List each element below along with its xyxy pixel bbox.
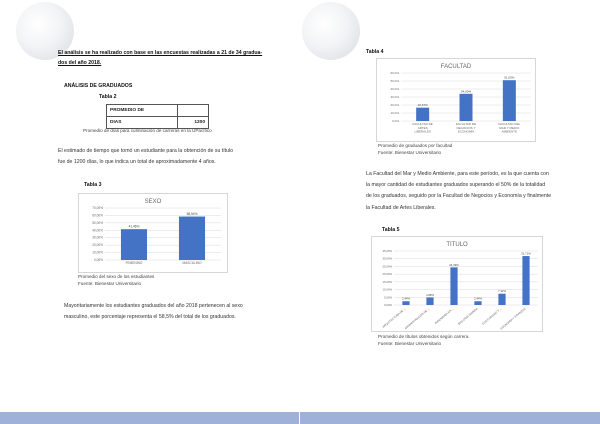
data-label: 2,44% xyxy=(402,296,410,301)
data-label: 24,39% xyxy=(449,262,459,267)
y-tick-label: 0,00% xyxy=(93,258,103,262)
y-tick-label: 10,0% xyxy=(390,111,399,115)
y-tick-label: 20,00% xyxy=(382,272,392,277)
table-caption: Promedio de días para culminación de carreras en la UPacífico xyxy=(83,128,212,133)
data-label: 31,71% xyxy=(521,251,531,256)
right-paragraph-line-1: La Facultad del Mar y Medio Ambiente, para este período, es la que cuenta con xyxy=(366,171,549,177)
x-tick-label: ARQUITECTURA DE ... xyxy=(381,306,407,329)
right-paragraph-line-3: de los graduados, seguido por la Facultad de Negocios y Economía y finalmente xyxy=(366,193,552,199)
y-tick-label: 0,00% xyxy=(384,303,392,307)
bar xyxy=(121,229,147,260)
right-paragraph-line-4: la Facultad de Artes Liberales. xyxy=(366,205,436,211)
facultad-chart-svg xyxy=(377,59,535,141)
titulo-caption-1: Promedio de títulos obtenidos según carrera xyxy=(378,334,469,339)
titulo-chart-svg xyxy=(372,237,542,331)
x-tick-label: ARTES xyxy=(417,125,428,130)
x-tick-label: NEGOCIOS Y xyxy=(456,125,476,130)
titulo-chart xyxy=(371,236,543,332)
sexo-caption-1: Promedio del sexo de los estudiantes xyxy=(78,274,155,279)
y-tick-label: 10,00% xyxy=(382,287,392,292)
chart-title: SEXO xyxy=(144,199,162,205)
bar xyxy=(503,80,516,121)
right-page xyxy=(300,0,600,424)
globe-watermark-icon xyxy=(302,2,360,60)
x-tick-label: INGENIERÍA EN ... xyxy=(433,306,455,326)
x-tick-label: FACULTAD DE xyxy=(412,122,433,126)
bar xyxy=(522,256,529,305)
sexo-chart-svg xyxy=(79,194,227,272)
tabla-5-label: Tabla 5 xyxy=(382,227,400,233)
data-label: 41,46% xyxy=(128,224,140,229)
tabla-2-label: Tabla 2 xyxy=(99,94,117,100)
y-tick-label: 5,00% xyxy=(384,295,392,300)
data-label: 34,00% xyxy=(460,89,472,94)
y-tick-label: 25,00% xyxy=(382,264,392,269)
x-tick-label: ADMINISTRACIÓN DE ... xyxy=(403,306,431,331)
data-label: 51,00% xyxy=(504,75,515,80)
promedio-table xyxy=(106,104,209,129)
x-tick-label: LIBERALES xyxy=(414,129,431,134)
bar xyxy=(402,301,409,305)
y-tick-label: 20,0% xyxy=(390,103,399,107)
paragraph-1-line-2: fue de 1200 días, lo que indica un total de aproximadamente 4 años. xyxy=(58,159,216,165)
y-tick-label: 60,0% xyxy=(390,71,399,75)
tabla-3-label: Tabla 3 xyxy=(84,182,102,188)
facultad-caption-2: Fuente: Bienestar Universitario xyxy=(378,150,442,155)
y-tick-label: 40,0% xyxy=(390,87,399,91)
bar xyxy=(179,217,205,260)
bar xyxy=(450,267,457,305)
x-tick-label: BIOLOGÍA MARINA xyxy=(457,306,479,326)
x-tick-label: FACULTAD DEL xyxy=(498,122,521,126)
data-label: 2,44% xyxy=(474,296,482,301)
intro-text-2: dos del año 2018. xyxy=(58,60,102,66)
y-tick-label: 40,00% xyxy=(92,228,103,233)
bar xyxy=(460,94,473,121)
intro-text: El análisis se ha realizado con base en las encuestas realizadas a 21 de 34 gradua- xyxy=(58,50,263,56)
section-heading: ANÁLISIS DE GRADUADOS xyxy=(64,83,133,89)
y-tick-label: 30,0% xyxy=(390,95,399,99)
table-header-empty xyxy=(178,105,209,117)
tabla-4-label: Tabla 4 xyxy=(366,49,384,55)
table-label-cell: DIAS xyxy=(107,117,178,129)
y-tick-label: 60,00% xyxy=(92,213,103,218)
y-tick-label: 50,00% xyxy=(92,220,103,225)
facultad-caption-1: Promedio de graduados por facultad xyxy=(378,143,453,148)
chart-title: TITULO xyxy=(446,242,468,248)
y-tick-label: 10,00% xyxy=(92,250,103,255)
y-tick-label: 20,00% xyxy=(92,243,103,248)
bar xyxy=(498,294,505,305)
x-tick-label: ECOTURISMO Y ... xyxy=(481,306,503,326)
y-tick-label: 50,0% xyxy=(390,79,399,83)
sexo-chart xyxy=(78,193,228,273)
table-header-cell: PROMEDIO DE xyxy=(107,105,178,117)
y-tick-label: 35,00% xyxy=(382,249,392,253)
y-tick-label: 30,00% xyxy=(382,256,392,261)
x-tick-label: MASCULINO xyxy=(182,261,202,265)
titulo-caption-2: Fuente: Bienestar Universitario xyxy=(378,341,442,346)
x-tick-label: MAR Y MEDIO xyxy=(499,125,520,130)
data-label: 4,88% xyxy=(426,292,434,297)
footer-band-right xyxy=(300,412,600,424)
bar xyxy=(426,297,433,305)
chart-title: FACULTAD xyxy=(440,64,472,70)
x-tick-label: ECONOMÍA Y FINANZAS xyxy=(499,306,527,331)
x-tick-label: FACULTAD DE xyxy=(455,122,477,126)
x-tick-label: ECONOMÍA xyxy=(457,129,475,134)
footer-band-left xyxy=(0,412,300,424)
paragraph-2-line-1: Mayoritariamente los estudiantes graduados del año 2018 pertenecen al sexo xyxy=(64,303,243,309)
y-tick-label: 30,00% xyxy=(92,235,103,240)
data-label: 7,32% xyxy=(498,289,506,294)
data-label: 58,54% xyxy=(186,212,198,217)
facultad-chart xyxy=(376,58,536,142)
data-label: 16,67% xyxy=(417,103,428,108)
y-tick-label: 0,0% xyxy=(392,119,399,123)
y-tick-label: 70,00% xyxy=(92,206,103,210)
table-value-cell: 1200 xyxy=(178,117,209,129)
sexo-caption-2: Fuente: Bienestar Universitario xyxy=(78,281,142,286)
paragraph-2-line-2: masculino, este porcentaje representa el 58,5% del total de los graduados. xyxy=(64,314,236,320)
y-tick-label: 15,00% xyxy=(382,279,392,284)
paragraph-1-line-1: El estimado de tiempo que tomó un estudiante para la obtención de su título xyxy=(58,148,234,154)
right-paragraph-line-2: la mayor cantidad de estudiantes graduados superando el 50% de la totalidad xyxy=(366,182,546,188)
bar xyxy=(416,108,429,121)
x-tick-label: FEMENINO xyxy=(125,261,143,265)
bar xyxy=(474,301,481,305)
x-tick-label: AMBIENTE xyxy=(501,129,518,134)
